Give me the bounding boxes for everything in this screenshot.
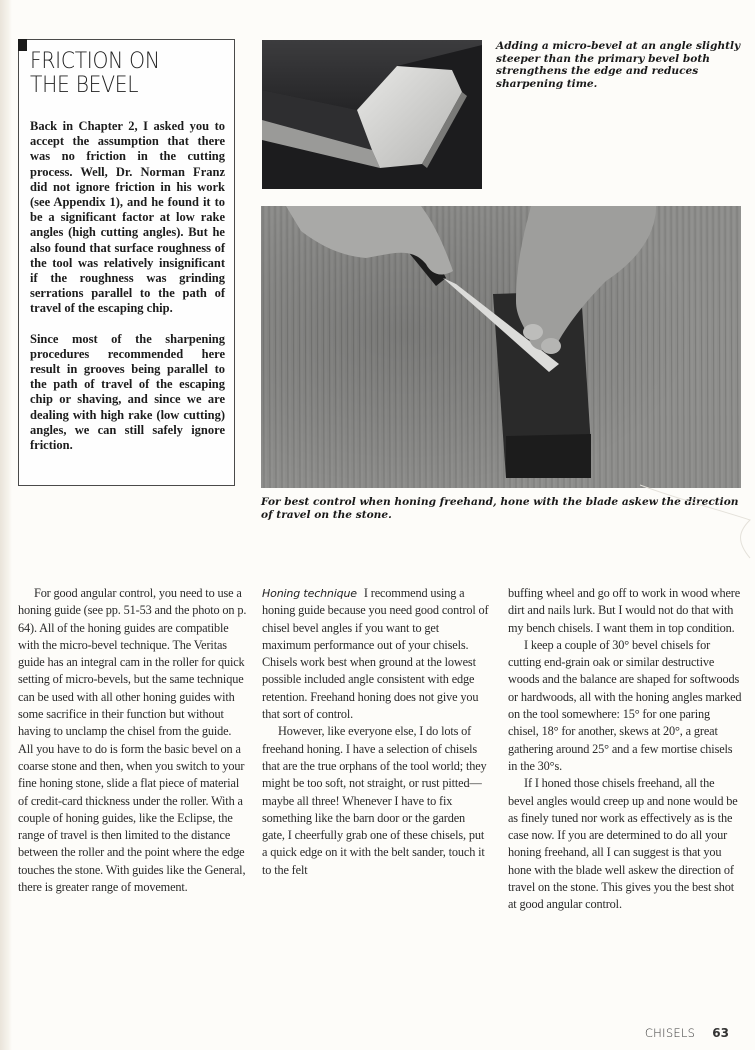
body-paragraph: I keep a couple of 30° bevel chisels for cutting end-grain oak or similar destructive woods and the balance are shaped for softwoods or hardwoods, all with the honing angles marked on the tool somewhere: 15° for one paring chisel, 18° for another, skews at 20°, a great gathering around 25° and a few mortise chisels in the 30°s. bbox=[508, 637, 742, 773]
body-column-2 bbox=[262, 585, 490, 879]
sidebar-title-line1: FRICTION ON bbox=[30, 49, 160, 74]
body-paragraph bbox=[262, 585, 490, 723]
body-paragraph: However, like everyone else, I do lots of freehand honing. I have a selection of chisels that are the true orphans of the tool world; they might be too soft, not straight, or rust pitted—maybe all three! Whenever I have to fix something like the barn door or the garden gate, I cheerfully grab one of these chisels, put a quick edge on it with the belt sander, touch it to the felt bbox=[262, 724, 487, 877]
freehand-honing-photo bbox=[261, 206, 741, 488]
body-column-1 bbox=[18, 585, 248, 896]
sidebar-corner-mark bbox=[18, 39, 27, 51]
sidebar-body bbox=[30, 119, 225, 453]
page-footer bbox=[645, 1026, 729, 1041]
body-paragraph-text: I recommend using a honing guide because you need good control of chisel bevel angles if you want to get maximum performance out of your chisels. Chisels work best when ground at the lowest possible included angle consistent with edge retention. Freehand honing does not give you that sort of control. bbox=[262, 586, 489, 722]
body-paragraph: If I honed those chisels freehand, all the bevel angles would creep up and none would be as finely tuned nor work as effectively as is the case now. If you are determined to do all your honing freehand, all I can suggest is that you hone with the blade well askew the direction of travel on the stone. This gives you the best shot at good angular control. bbox=[508, 776, 738, 912]
sidebar-paragraph: Since most of the sharpening procedures recommended here result in grooves being parallel to the path of travel of the escaping chip or shaving, and since we are dealing with high rake (low cutting) angles, we can still safely ignore friction. bbox=[30, 331, 225, 453]
runin-heading-honing-technique: Honing technique bbox=[262, 587, 357, 600]
sidebar-paragraph: Back in Chapter 2, I asked you to accept the assumption that there was no friction in the cutting process. Well, Dr. Norman Franz did not ignore friction in his work (see Appendix 1), and he found it to be a significant factor at low rake angles (high cutting angles). But he also found that surface roughness of the tool was relatively insignificant if the roughness was grinding serrations parallel to the path of travel of the escaping chip. bbox=[30, 119, 225, 316]
running-footer-section: CHISELS bbox=[644, 1026, 696, 1040]
page-gutter-shadow bbox=[0, 0, 12, 1050]
chisel-image-icon bbox=[262, 40, 482, 189]
micro-bevel-caption: Adding a micro-bevel at an angle slightly steeper than the primary bevel both strengthens the edge and reduces sharpening time. bbox=[496, 40, 741, 90]
body-paragraph: buffing wheel and go off to work in wood where dirt and nails lurk. But I would not do that with my bench chisels. I want them in top condition. bbox=[508, 586, 741, 635]
sidebar-title-line2: THE BEVEL bbox=[30, 73, 139, 98]
honing-image-icon bbox=[261, 206, 741, 488]
freehand-honing-caption: For best control when honing freehand, hone with the blade askew the direction of travel on the stone. bbox=[261, 496, 739, 521]
sidebar-title bbox=[30, 50, 214, 98]
body-column-3 bbox=[508, 585, 743, 914]
micro-bevel-photo bbox=[262, 40, 482, 189]
page-number: 63 bbox=[712, 1026, 729, 1040]
sidebar-box-friction bbox=[18, 39, 235, 486]
body-paragraph: For good angular control, you need to use a honing guide (see pp. 51-53 and the photo on p. 64). All of the honing guides are compatible with the micro-bevel technique. The Veritas guide has an integral cam in the roller for quick setting of micro-bevels, but the same technique can be used with all other honing guides with some sacrifice in their function but without having to unclamp the chisel from the guide. All you have to do is form the basic bevel on a coarse stone and then, when you switch to your fine honing stone, slide a flat piece of material of credit-card thickness under the roller. With a couple of honing guides, like the Eclipse, the range of travel is then limited to the distance between the roller and the point where the edge touches the stone. With guides like the General, there is greater range of movement. bbox=[18, 586, 247, 895]
page-scratch-mark bbox=[640, 480, 755, 560]
